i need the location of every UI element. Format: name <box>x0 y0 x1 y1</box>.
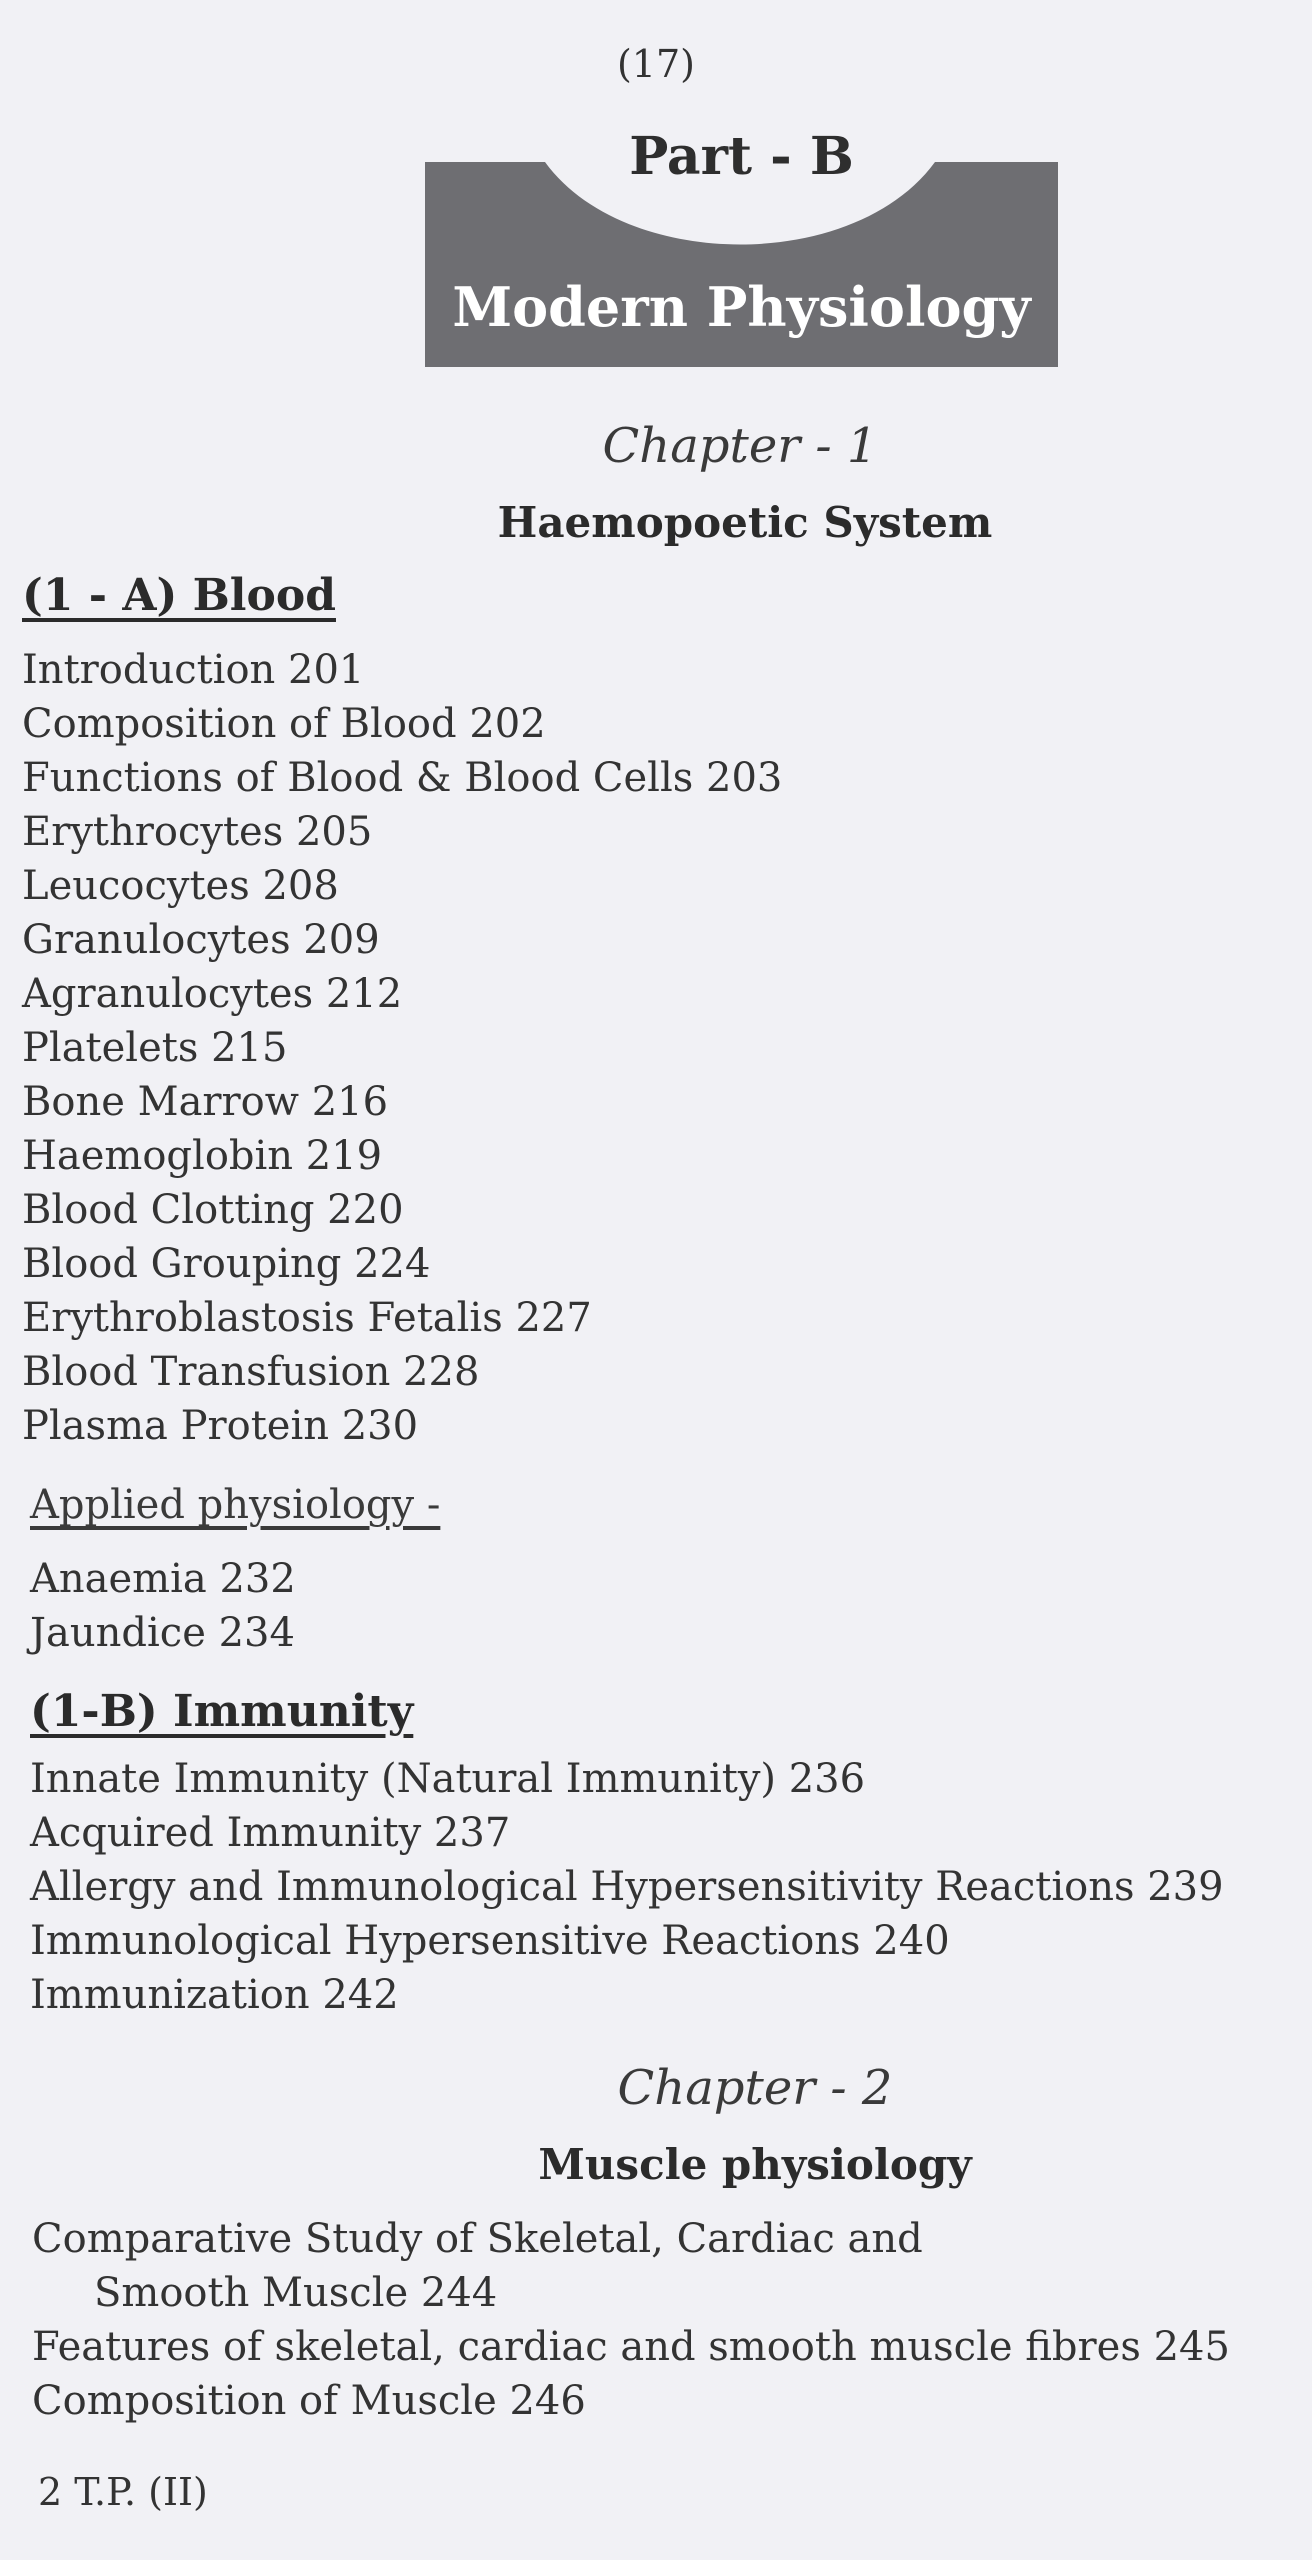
list-item: Plasma Protein 230 <box>22 1403 419 1449</box>
blood-topic-list <box>22 643 782 1453</box>
list-item: Haemoglobin 219 <box>22 1133 383 1179</box>
list-item: Allergy and Immunological Hypersensitivity Reactions 239 <box>30 1864 1224 1910</box>
list-item: Acquired Immunity 237 <box>30 1810 511 1856</box>
part-title: Part - B <box>629 126 854 187</box>
immunity-topic-list <box>30 1752 1224 2022</box>
list-item: Immunization 242 <box>30 1972 399 2018</box>
list-item: Composition of Blood 202 <box>22 701 546 747</box>
list-item: Agranulocytes 212 <box>22 971 403 1017</box>
list-item: Immunological Hypersensitive Reactions 240 <box>30 1918 950 1964</box>
list-item: Features of skeletal, cardiac and smooth muscle fibres 245 <box>32 2324 1230 2370</box>
list-item: Jaundice 234 <box>30 1610 295 1656</box>
applied-topic-list <box>30 1552 296 1660</box>
chapter-1-title: Haemopoetic System <box>497 498 993 547</box>
list-item: Granulocytes 209 <box>22 917 380 963</box>
chapter-1-label: Chapter - 1 <box>602 418 878 474</box>
list-item: Blood Grouping 224 <box>22 1241 431 1287</box>
banner-title: Modern Physiology <box>452 275 1031 339</box>
list-item: Platelets 215 <box>22 1025 288 1071</box>
list-item: Innate Immunity (Natural Immunity) 236 <box>30 1756 866 1802</box>
list-item: Anaemia 232 <box>30 1556 296 1602</box>
section-blood-heading: (1 - A) Blood <box>22 570 336 621</box>
footer-signature: 2 T.P. (II) <box>38 2470 208 2514</box>
list-item: Comparative Study of Skeletal, Cardiac and <box>32 2216 923 2262</box>
list-item: Functions of Blood & Blood Cells 203 <box>22 755 783 801</box>
muscle-topic-list <box>32 2212 1230 2428</box>
section-immunity-heading: (1-B) Immunity <box>30 1686 414 1737</box>
list-item: Bone Marrow 216 <box>22 1079 389 1125</box>
list-item: Blood Clotting 220 <box>22 1187 404 1233</box>
list-item: Erythrocytes 205 <box>22 809 373 855</box>
chapter-2-title: Muscle physiology <box>538 2140 972 2189</box>
page-number: (17) <box>616 42 695 86</box>
list-item: Blood Transfusion 228 <box>22 1349 480 1395</box>
list-item: Composition of Muscle 246 <box>32 2378 586 2424</box>
list-item: Introduction 201 <box>22 647 365 693</box>
list-item: Erythroblastosis Fetalis 227 <box>22 1295 592 1341</box>
chapter-2-label: Chapter - 2 <box>617 2060 893 2116</box>
list-item: Smooth Muscle 244 <box>94 2270 498 2316</box>
applied-physiology-heading: Applied physiology - <box>30 1482 441 1528</box>
list-item: Leucocytes 208 <box>22 863 339 909</box>
